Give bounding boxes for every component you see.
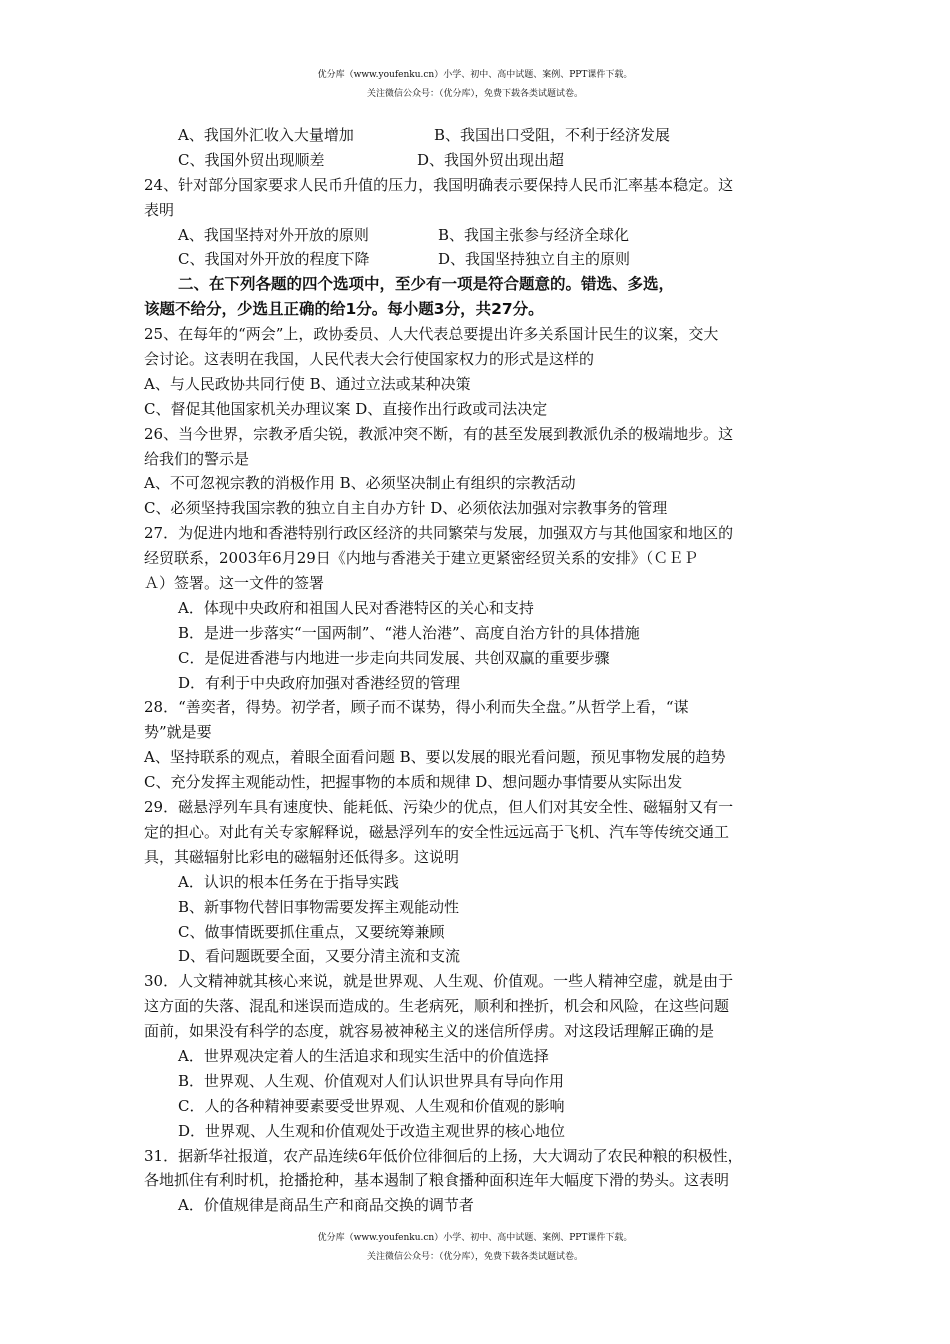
q30-stem-line-1: 30．人文精神就其核心来说，就是世界观、人生观、价值观。一些人精神空虚，就是由于: [144, 972, 734, 991]
exam-content: [144, 123, 824, 1218]
q30-option-c: C．人的各种精神要素要受世界观、人生观和价值观的影响: [178, 1096, 565, 1115]
q28-stem-line-2: 势”就是要: [144, 723, 212, 742]
q24-option-d: D、我国坚持独立自主的原则: [438, 250, 631, 269]
q25-options-ab: A、与人民政协共同行使 B、通过立法或某种决策: [144, 374, 471, 393]
q27-option-d: D．有利于中央政府加强对香港经贸的管理: [178, 673, 461, 692]
q28-options-cd: C、充分发挥主观能动性，把握事物的本质和规律 D、想问题办事情要从实际出发: [144, 773, 683, 792]
q27-stem-line-1: 27．为促进内地和香港特别行政区经济的共同繁荣与发展，加强双方与其他国家和地区的: [144, 524, 734, 543]
q25-options-cd: C、督促其他国家机关办理议案 D、直接作出行政或司法决定: [144, 399, 548, 418]
q29-option-a: A．认识的根本任务在于指导实践: [178, 872, 399, 891]
q24-options-ab: [144, 223, 824, 248]
q23-option-a: A、我国外汇收入大量增加: [178, 126, 354, 144]
q30-stem-line-2: 这方面的失落、混乱和迷误而造成的。生老病死，顺利和挫折，机会和风险，在这些问题: [144, 997, 730, 1016]
q26-stem-line-2: 给我们的警示是: [144, 449, 250, 468]
page-header: [0, 66, 950, 104]
q23-options-cd: [144, 148, 824, 173]
q27-option-b: B．是进一步落实“一国两制”、“港人治港”、高度自治方针的具体措施: [178, 623, 640, 642]
q29-option-b: B、新事物代替旧事物需要发挥主观能动性: [178, 897, 460, 916]
q30-option-b: B．世界观、人生观、价值观对人们认识世界具有导向作用: [178, 1071, 565, 1090]
q25-stem-line-2: 会讨论。这表明在我国，人民代表大会行使国家权力的形式是这样的: [144, 350, 595, 369]
q27-stem-line-3: Ａ）签署。这一文件的签署: [144, 574, 325, 593]
q24-option-c: C、我国对外开放的程度下降: [178, 250, 370, 269]
q23-option-d: D、我国外贸出现出超: [417, 150, 565, 169]
page-footer: [0, 1229, 950, 1267]
q26-stem-line-1: 26、当今世界，宗教矛盾尖锐，教派冲突不断，有的甚至发展到教派仇杀的极端地步。这: [144, 424, 734, 443]
q24-options-cd: [144, 247, 824, 272]
q24-option-a: A、我国坚持对外开放的原则: [178, 225, 369, 244]
q27-option-a: A．体现中央政府和祖国人民对香港特区的关心和支持: [178, 598, 534, 617]
q23-option-b: B、我国出口受阻，不利于经济发展: [434, 126, 671, 144]
section-2-heading-line-1: 二、在下列各题的四个选项中，至少有一项是符合题意的。错选、多选，: [178, 275, 675, 294]
q29-stem-line-3: 具，其磁辐射比彩电的磁辐射还低得多。这说明: [144, 847, 460, 866]
header-line-1: 优分库（www.youfenku.cn）小学、初中、高中试题、案例、PPT课件下载。: [317, 70, 633, 80]
q29-stem-line-2: 定的担心。对此有关专家解释说，磁悬浮列车的安全性远远高于飞机、汽车等传统交通工: [144, 822, 730, 841]
footer-line-2: 关注微信公众号：（优分库），免费下载各类试题试卷。: [366, 1252, 583, 1262]
q24-stem-line-2: 表明: [144, 200, 175, 219]
section-2-heading-line-2: 该题不给分，少选且正确的给1分。每小题3分，共27分。: [144, 300, 544, 319]
q24-option-b: B、我国主张参与经济全球化: [438, 225, 630, 244]
q31-stem-line-1: 31．据新华社报道，农产品连续6年低价位徘徊后的上扬，大大调动了农民种粮的积极性，: [144, 1146, 743, 1165]
q30-option-d: D．世界观、人生观和价值观处于改造主观世界的核心地位: [178, 1121, 566, 1140]
q24-stem-line-1: 24、针对部分国家要求人民币升值的压力，我国明确表示要保持人民币汇率基本稳定。这: [144, 175, 734, 194]
header-line-2: 关注微信公众号：（优分库），免费下载各类试题试卷。: [366, 89, 583, 99]
q23-option-c: C、我国外贸出现顺差: [178, 150, 325, 169]
q23-options-ab: [144, 123, 824, 148]
q29-stem-line-1: 29．磁悬浮列车具有速度快、能耗低、污染少的优点，但人们对其安全性、磁辐射又有一: [144, 798, 734, 817]
q26-options-cd: C、必须坚持我国宗教的独立自主自办方针 D、必须依法加强对宗教事务的管理: [144, 499, 668, 518]
q28-options-ab: A、坚持联系的观点，着眼全面看问题 B、要以发展的眼光看问题，预见事物发展的趋势: [144, 748, 726, 767]
q29-option-c: C、做事情既要抓住重点，又要统筹兼顾: [178, 922, 445, 941]
q25-stem-line-1: 25、在每年的“两会”上，政协委员、人大代表总要提出许多关系国计民生的议案，交大: [144, 325, 719, 344]
q29-option-d: D、看问题既要全面，又要分清主流和支流: [178, 947, 461, 966]
q27-option-c: C．是促进香港与内地进一步走向共同发展、共创双赢的重要步骤: [178, 648, 610, 667]
q30-stem-line-3: 面前，如果没有科学的态度，就容易被神秘主义的迷信所俘虏。对这段话理解正确的是: [144, 1022, 715, 1041]
footer-line-1: 优分库（www.youfenku.cn）小学、初中、高中试题、案例、PPT课件下载。: [317, 1233, 633, 1243]
q26-options-ab: A、不可忽视宗教的消极作用 B、必须坚决制止有组织的宗教活动: [144, 474, 576, 493]
q28-stem-line-1: 28．“善奕者，得势。初学者，顾子而不谋势，得小利而失全盘。”从哲学上看，“谋: [144, 698, 689, 717]
q30-option-a: A．世界观决定着人的生活追求和现实生活中的价值选择: [178, 1046, 549, 1065]
q27-stem-line-2: 经贸联系，2003年6月29日《内地与香港关于建立更紧密经贸关系的安排》（ＣＥＰ: [144, 549, 699, 568]
q31-option-a: A．价值规律是商品生产和商品交换的调节者: [178, 1196, 474, 1215]
q31-stem-line-2: 各地抓住有利时机，抢播抢种，基本遏制了粮食播种面积连年大幅度下滑的势头。这表明: [144, 1171, 730, 1190]
